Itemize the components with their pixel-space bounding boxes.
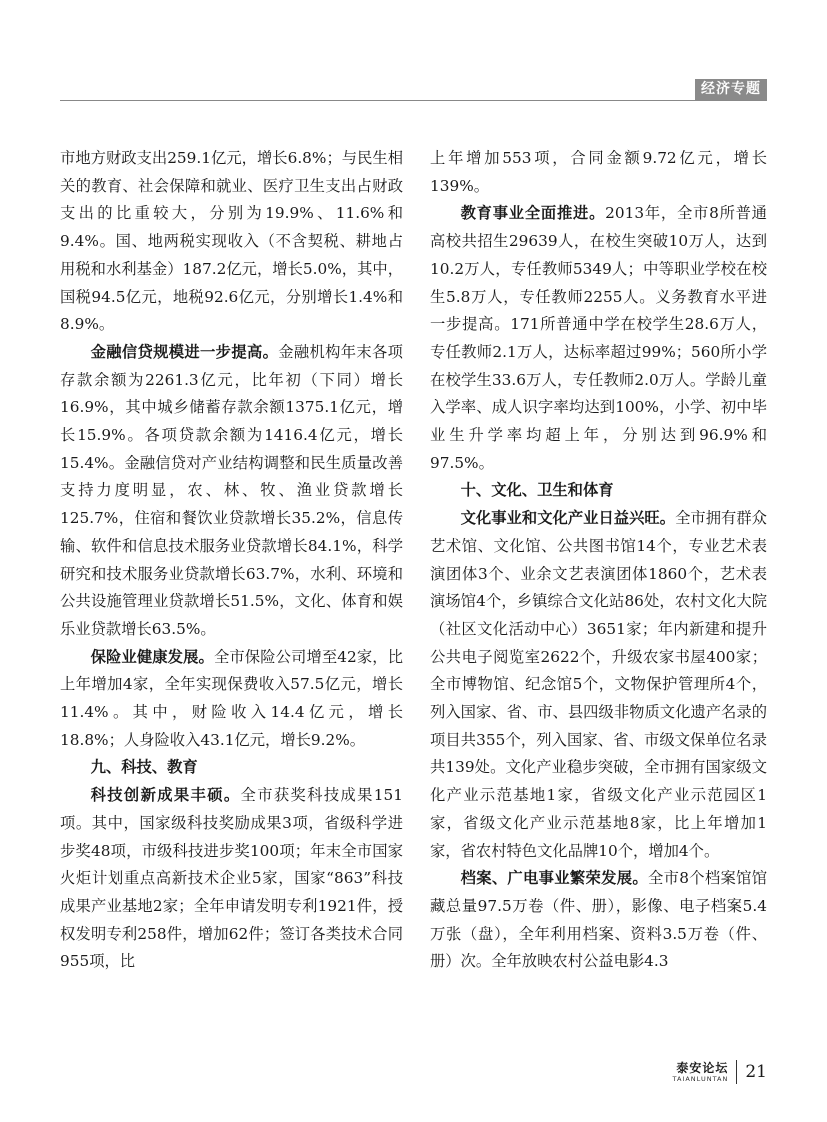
journal-name-pinyin: TAIANLUNTAN (672, 1075, 729, 1083)
body-archives: 全市8个档案馆馆藏总量97.5万卷（件、册），影像、电子档案5.4万张（盘），全年利用档案、资料3.5万卷（件、册）次。全年放映农村公益电影4.3 (430, 869, 767, 971)
body-education: 2013年，全市8所普通高校共招生29639人，在校生突破10万人，达到10.2万人，专任教师5349人；中等职业学校在校生5.8万人，专任教师2255人。义务教育水平进一步提高。171所普通中学在校学生28.6万人，专任教师2.1万人，达标率超过99%；560所小学在校学生33.6万人，专任教师2.0万人。学龄儿童入学率、成人识字率均达到100%，小学、初中毕业生升学率均超上年，分别达到96.9%和97.5%。 (430, 204, 767, 472)
section-heading-10: 十、文化、卫生和体育 (460, 481, 614, 500)
lead-culture: 文化事业和文化产业日益兴旺。 (460, 509, 676, 528)
paragraph-insurance (60, 644, 403, 755)
body-insurance: 全市保险公司增至42家，比上年增加4家，全年实现保费收入57.5亿元，增长11.4%。其中，财险收入14.4亿元，增长18.8%；人身险收入43.1亿元，增长9.2%。 (60, 647, 403, 749)
body-tech: 全市获奖科技成果151项。其中，国家级科技奖励成果3项，省级科学进步奖48项，市级科技进步奖100项；年末全市国家火炬计划重点高新技术企业5家，国家“863”科技成果产业基地2家；全年申请发明专利1921件，授权发明专利258件，增加62件；签订各类技术合同955项，比 (60, 786, 403, 971)
paragraph-culture (430, 505, 767, 865)
section-tag: 经济专题 (695, 79, 767, 100)
right-column (430, 145, 767, 976)
section-heading-9: 九、科技、教育 (90, 758, 198, 777)
left-column (60, 145, 403, 976)
lead-insurance: 保险业健康发展。 (90, 647, 214, 666)
page-number: 21 (745, 1062, 767, 1082)
lead-tech: 科技创新成果丰硕。 (90, 786, 241, 805)
paragraph-finance-tax: 市地方财政支出259.1亿元，增长6.8%；与民生相关的教育、社会保障和就业、医疗卫生支出占财政支出的比重较大，分别为19.9%、11.6%和9.4%。国、地两税实现收入（不含契税、耕地占用税和水利基金）187.2亿元，增长5.0%，其中，国税94.5亿元，地税92.6亿元，分别增长1.4%和8.9%。 (60, 149, 403, 334)
header-rule (60, 100, 767, 101)
paragraph-credit (60, 339, 403, 644)
paragraph-tech-cont: 上年增加553项，合同金额9.72亿元，增长139%。 (430, 149, 767, 195)
body-credit: 金融机构年末各项存款余额为2261.3亿元，比年初（下同）增长16.9%，其中城乡储蓄存款余额1375.1亿元，增长15.9%。各项贷款余额为1416.4亿元，增长15.4%。金融信贷对产业结构调整和民生质量改善支持力度明显，农、林、牧、渔业贷款增长125.7%，住宿和餐饮业贷款增长35.2%，信息传输、软件和信息技术服务业贷款增长84.1%，科学研究和技术服务业贷款增长63.7%，水利、环境和公共设施管理业贷款增长51.5%，文化、体育和娱乐业贷款增长63.5%。 (60, 342, 403, 638)
journal-name: 泰安论坛 (676, 1061, 729, 1075)
footer-divider (736, 1060, 737, 1084)
paragraph-education (430, 200, 767, 477)
lead-archives: 档案、广电事业繁荣发展。 (460, 869, 648, 888)
lead-education: 教育事业全面推进。 (460, 204, 606, 223)
page-footer (673, 1060, 767, 1084)
paragraph-archives (430, 865, 767, 976)
body-culture: 全市拥有群众艺术馆、文化馆、公共图书馆14个，专业艺术表演团体3个、业余文艺表演团体1860个，艺术表演场馆4个，乡镇综合文化站86处，农村文化大院（社区文化活动中心）3651家；年内新建和提升公共电子阅览室2622个，升级农家书屋400家；全市博物馆、纪念馆5个，文物保护管理所4个，列入国家、省、市、县四级非物质文化遗产名录的项目共355个，列入国家、省、市级文保单位名录共139处。文化产业稳步突破，全市拥有国家级文化产业示范基地1家，省级文化产业示范园区1家，省级文化产业示范基地8家，比上年增加1家，省农村特色文化品牌10个，增加4个。 (430, 509, 767, 860)
paragraph-tech (60, 782, 403, 976)
journal-brand (673, 1061, 729, 1083)
lead-credit: 金融信贷规模进一步提高。 (90, 342, 279, 361)
